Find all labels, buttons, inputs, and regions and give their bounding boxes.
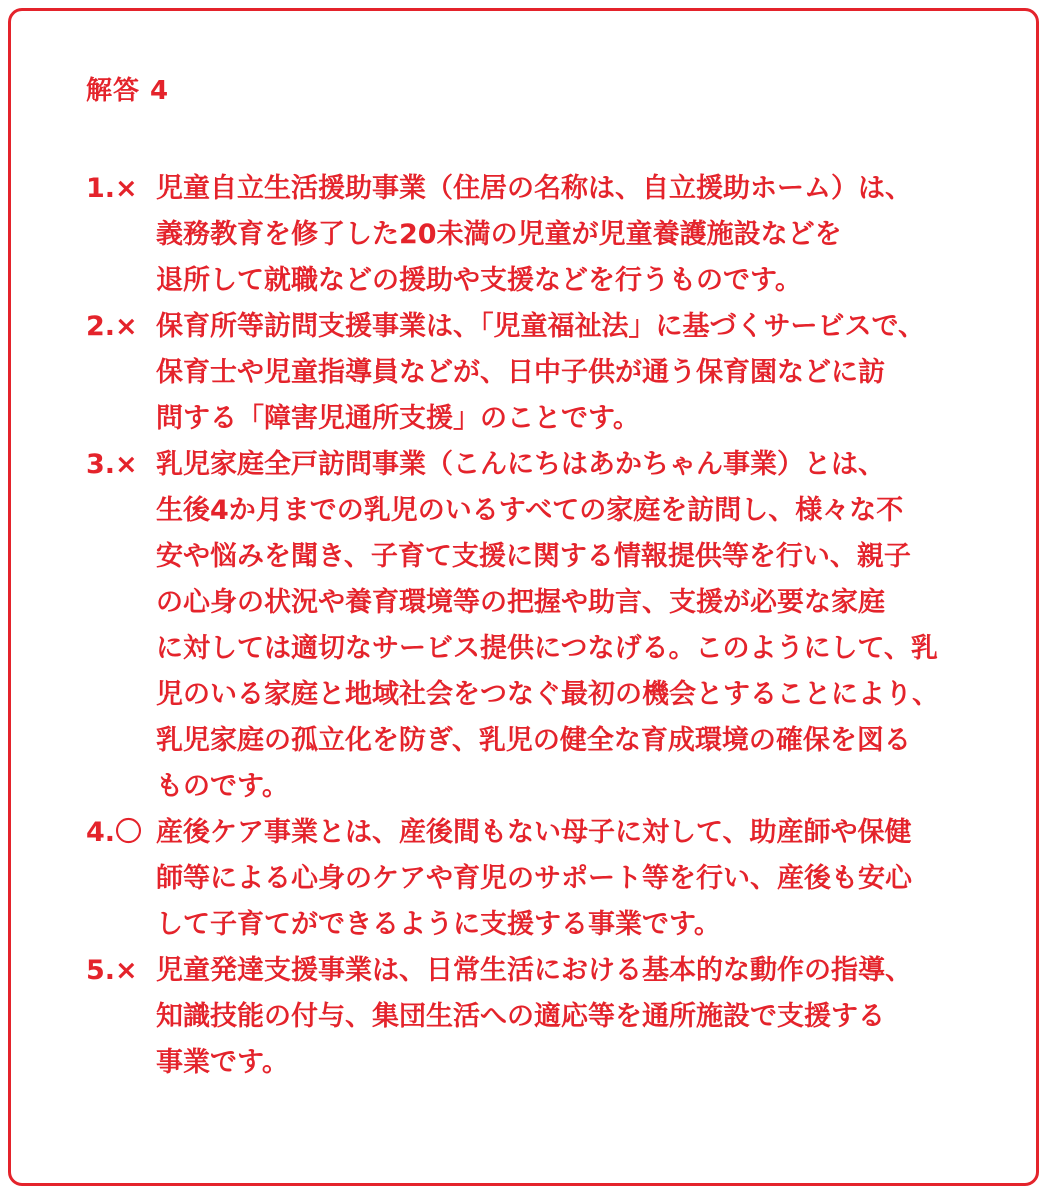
item-line: 事業です。 xyxy=(156,1047,289,1078)
item-line: 児童発達支援事業は、日常生活における基本的な動作の指導、 xyxy=(156,955,912,986)
answer-item-5 xyxy=(86,948,1016,994)
item-line: 知識技能の付与、集団生活への適応等を通所施設で支援する xyxy=(156,1001,885,1032)
item-marker: 2.× xyxy=(86,311,138,342)
item-line: 乳児家庭全戸訪問事業（こんにちはあかちゃん事業）とは、 xyxy=(156,449,885,480)
item-marker: 5.× xyxy=(86,955,138,986)
item-line: 児童自立生活援助事業（住居の名称は、自立援助ホーム）は、 xyxy=(156,173,912,204)
item-marker: 4.〇 xyxy=(86,817,143,848)
item-line: 産後ケア事業とは、産後間もない母子に対して、助産師や保健 xyxy=(156,817,912,848)
answer-item-2 xyxy=(86,304,1016,350)
item-line: 保育所等訪問支援事業は、「児童福祉法」に基づくサービスで、 xyxy=(156,311,925,342)
item-line: 退所して就職などの援助や支援などを行うものです。 xyxy=(156,265,802,296)
answer-card xyxy=(8,8,1039,1186)
answer-title: 解答 4 xyxy=(86,76,170,106)
item-line: 師等による心身のケアや育児のサポート等を行い、産後も安心 xyxy=(156,863,912,894)
answer-item-3 xyxy=(86,442,1016,488)
item-marker: 1.× xyxy=(86,173,138,204)
item-line: 安や悩みを聞き、子育て支援に関する情報提供等を行い、親子 xyxy=(156,541,911,572)
item-marker: 3.× xyxy=(86,449,138,480)
item-line: 児のいる家庭と地域社会をつなぐ最初の機会とすることにより、 xyxy=(156,679,939,710)
item-line: ものです。 xyxy=(156,771,289,802)
item-line: 義務教育を修了した20未満の児童が児童養護施設などを xyxy=(156,219,842,250)
answer-list xyxy=(86,166,1016,1086)
item-line: 乳児家庭の孤立化を防ぎ、乳児の健全な育成環境の確保を図る xyxy=(156,725,911,756)
item-line: 生後4か月までの乳児のいるすべての家庭を訪問し、様々な不 xyxy=(156,495,904,526)
item-line: の心身の状況や養育環境等の把握や助言、支援が必要な家庭 xyxy=(156,587,885,618)
answer-item-1 xyxy=(86,166,1016,212)
answer-item-4 xyxy=(86,810,1016,856)
item-line: に対しては適切なサービス提供につなげる。このようにして、乳 xyxy=(156,633,938,664)
item-line: 保育士や児童指導員などが、日中子供が通う保育園などに訪 xyxy=(156,357,885,388)
item-line: 問する「障害児通所支援」のことです。 xyxy=(156,403,640,434)
item-line: して子育てができるように支援する事業です。 xyxy=(156,909,721,940)
